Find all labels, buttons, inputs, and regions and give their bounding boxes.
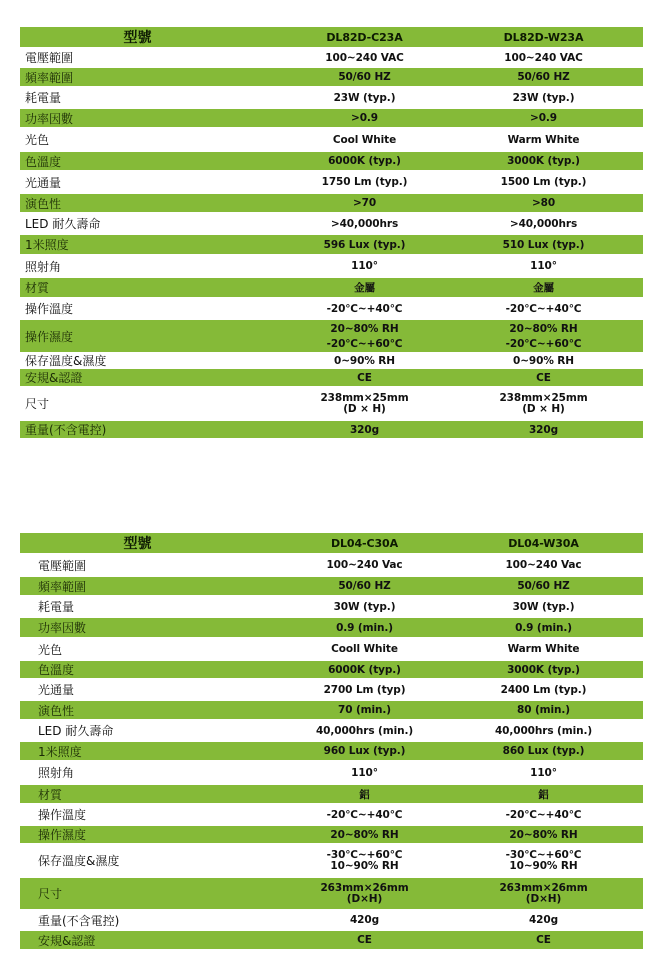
value-a: CE: [275, 369, 454, 386]
table-row: [20, 86, 643, 109]
value-b: 3000K (typ.): [454, 661, 643, 678]
value-a: 420g: [275, 909, 454, 931]
model-a-name: DL04-C30A: [275, 533, 454, 553]
row-label: 頻率範圍: [20, 68, 275, 86]
value-a: 2700 Lm (typ): [275, 678, 454, 701]
value-b: 510 Lux (typ.): [454, 235, 643, 254]
value-b: >0.9: [454, 109, 643, 127]
row-label: 耗電量: [20, 595, 275, 618]
table-row: [20, 931, 643, 949]
value-a: >70: [275, 194, 454, 212]
row-label: 光通量: [20, 170, 275, 194]
value-b: 30W (typ.): [454, 595, 643, 618]
row-label: 安規&認證: [20, 369, 275, 386]
value-b: 263mm×26mm (D×H): [454, 878, 643, 909]
value-a: [275, 320, 454, 352]
value-a: 70 (min.): [275, 701, 454, 719]
table-row: [20, 678, 643, 701]
value-b-line1: 20~80% RH: [509, 322, 578, 335]
table-row: [20, 212, 643, 235]
value-a: 263mm×26mm (D×H): [275, 878, 454, 909]
row-label: 操作濕度: [20, 320, 275, 352]
table-row: [20, 278, 643, 297]
row-label: LED 耐久壽命: [20, 212, 275, 235]
value-a: 30W (typ.): [275, 595, 454, 618]
value-b: 110°: [454, 760, 643, 785]
value-b: [454, 320, 643, 352]
value-a: 0~90% RH: [275, 352, 454, 369]
value-a: 238mm×25mm (D × H): [275, 386, 454, 421]
value-a: 110°: [275, 760, 454, 785]
row-label: 功率因數: [20, 109, 275, 127]
value-b: 50/60 HZ: [454, 577, 643, 595]
value-b: CE: [454, 369, 643, 386]
value-a: Cool White: [275, 127, 454, 152]
row-label: LED 耐久壽命: [20, 719, 275, 742]
header-label: 型號: [20, 533, 275, 553]
row-label: 重量(不含電控): [20, 909, 275, 931]
value-b: 50/60 HZ: [454, 68, 643, 86]
table-row: [20, 803, 643, 826]
table-row: [20, 760, 643, 785]
value-a: 100~240 VAC: [275, 47, 454, 68]
table-row: [20, 320, 643, 352]
value-b: Warm White: [454, 127, 643, 152]
value-b: -20℃~+40℃: [454, 297, 643, 320]
value-b: -20℃~+40℃: [454, 803, 643, 826]
row-label: 1米照度: [20, 235, 275, 254]
model-b-name: DL82D-W23A: [454, 27, 643, 47]
row-label: 照射角: [20, 254, 275, 278]
value-a: 50/60 HZ: [275, 577, 454, 595]
value-a: -20℃~+40℃: [275, 297, 454, 320]
value-a: 6000K (typ.): [275, 152, 454, 170]
table-row: [20, 843, 643, 878]
model-b-name: DL04-W30A: [454, 533, 643, 553]
value-a-line1: 20~80% RH: [330, 322, 399, 335]
table-row: [20, 637, 643, 661]
table-row: [20, 235, 643, 254]
value-b: 金屬: [454, 278, 643, 297]
value-b: 40,000hrs (min.): [454, 719, 643, 742]
value-a-line2: -20℃~+60℃: [326, 337, 403, 350]
table-row: [20, 386, 643, 421]
header-label: 型號: [20, 27, 275, 47]
value-b: Warm White: [454, 637, 643, 661]
table-row: [20, 297, 643, 320]
value-b: 860 Lux (typ.): [454, 742, 643, 760]
value-b: 3000K (typ.): [454, 152, 643, 170]
value-b: 320g: [454, 421, 643, 438]
row-label: 保存溫度&濕度: [20, 352, 275, 369]
row-label: 耗電量: [20, 86, 275, 109]
table-row: [20, 661, 643, 678]
value-a: 110°: [275, 254, 454, 278]
table-row: [20, 68, 643, 86]
value-b: >40,000hrs: [454, 212, 643, 235]
spec-table-dl82d: [20, 27, 643, 438]
value-b: 0~90% RH: [454, 352, 643, 369]
value-a: 20~80% RH: [275, 826, 454, 843]
value-a: 100~240 Vac: [275, 553, 454, 577]
row-label: 材質: [20, 278, 275, 297]
spec-table-dl04: [20, 533, 643, 949]
row-label: 尺寸: [20, 386, 275, 421]
row-label: 材質: [20, 785, 275, 803]
value-a: >0.9: [275, 109, 454, 127]
table-row: [20, 719, 643, 742]
table-row: [20, 170, 643, 194]
table-row: [20, 47, 643, 68]
table-row: [20, 785, 643, 803]
table-row: [20, 618, 643, 637]
value-b: 鋁: [454, 785, 643, 803]
row-label: 電壓範圍: [20, 553, 275, 577]
value-b: >80: [454, 194, 643, 212]
table-row: [20, 194, 643, 212]
row-label: 演色性: [20, 194, 275, 212]
table-row: [20, 254, 643, 278]
value-a: 1750 Lm (typ.): [275, 170, 454, 194]
value-a: 金屬: [275, 278, 454, 297]
value-b: 23W (typ.): [454, 86, 643, 109]
value-a: CE: [275, 931, 454, 949]
value-a: 鋁: [275, 785, 454, 803]
value-b: 100~240 Vac: [454, 553, 643, 577]
row-label: 操作溫度: [20, 803, 275, 826]
value-a: Cooll White: [275, 637, 454, 661]
value-a: 40,000hrs (min.): [275, 719, 454, 742]
table-row: [20, 352, 643, 369]
value-a: 50/60 HZ: [275, 68, 454, 86]
row-label: 操作溫度: [20, 297, 275, 320]
table-row: [20, 152, 643, 170]
table-row: [20, 421, 643, 438]
value-b: 2400 Lm (typ.): [454, 678, 643, 701]
row-label: 安規&認證: [20, 931, 275, 949]
row-label: 色溫度: [20, 661, 275, 678]
value-a: -30℃~+60℃ 10~90% RH: [275, 843, 454, 878]
value-b: 0.9 (min.): [454, 618, 643, 637]
value-b: 80 (min.): [454, 701, 643, 719]
value-b: 110°: [454, 254, 643, 278]
value-a: >40,000hrs: [275, 212, 454, 235]
table-row: [20, 701, 643, 719]
row-label: 頻率範圍: [20, 577, 275, 595]
row-label: 電壓範圍: [20, 47, 275, 68]
row-label: 演色性: [20, 701, 275, 719]
value-b: 420g: [454, 909, 643, 931]
row-label: 操作濕度: [20, 826, 275, 843]
value-a: 0.9 (min.): [275, 618, 454, 637]
value-b: 238mm×25mm (D × H): [454, 386, 643, 421]
model-a-name: DL82D-C23A: [275, 27, 454, 47]
value-b: CE: [454, 931, 643, 949]
value-a: 6000K (typ.): [275, 661, 454, 678]
row-label: 尺寸: [20, 878, 275, 909]
table-row: [20, 577, 643, 595]
table-row: [20, 369, 643, 386]
row-label: 功率因數: [20, 618, 275, 637]
table-row: [20, 595, 643, 618]
value-a: 320g: [275, 421, 454, 438]
table-row: [20, 127, 643, 152]
table-row: [20, 909, 643, 931]
value-a: -20℃~+40℃: [275, 803, 454, 826]
value-b: -30℃~+60℃ 10~90% RH: [454, 843, 643, 878]
row-label: 光色: [20, 127, 275, 152]
row-label: 1米照度: [20, 742, 275, 760]
table-row: [20, 109, 643, 127]
row-label: 光色: [20, 637, 275, 661]
value-a: 596 Lux (typ.): [275, 235, 454, 254]
row-label: 色溫度: [20, 152, 275, 170]
row-label: 光通量: [20, 678, 275, 701]
table-row: [20, 826, 643, 843]
table-row: [20, 553, 643, 577]
table-row: [20, 742, 643, 760]
value-a: 23W (typ.): [275, 86, 454, 109]
row-label: 保存溫度&濕度: [20, 843, 275, 878]
value-b: 20~80% RH: [454, 826, 643, 843]
row-label: 重量(不含電控): [20, 421, 275, 438]
table-header-row: [20, 27, 643, 47]
value-b-line2: -20℃~+60℃: [505, 337, 582, 350]
value-a: 960 Lux (typ.): [275, 742, 454, 760]
value-b: 100~240 VAC: [454, 47, 643, 68]
value-b: 1500 Lm (typ.): [454, 170, 643, 194]
table-row: [20, 878, 643, 909]
table-header-row: [20, 533, 643, 553]
row-label: 照射角: [20, 760, 275, 785]
